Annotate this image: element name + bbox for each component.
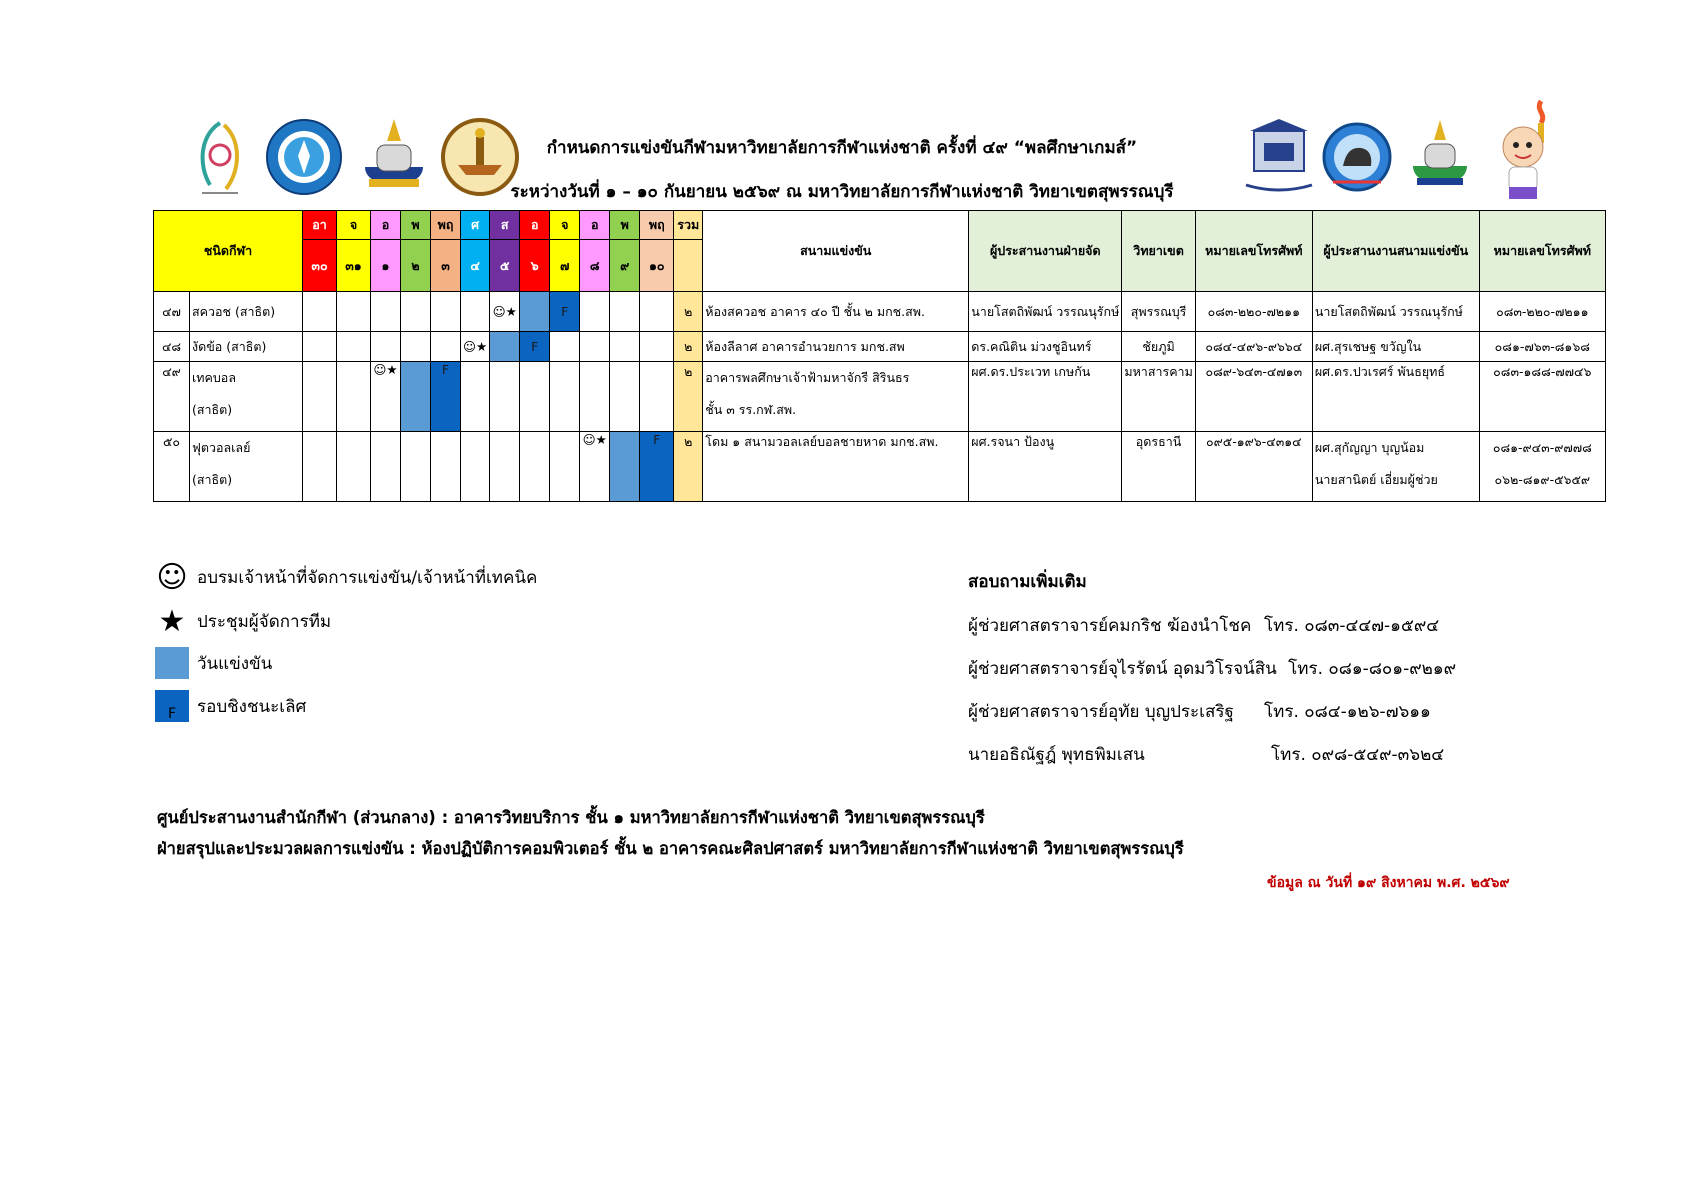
empty-day-cell bbox=[371, 292, 401, 332]
venue-coordinator-phone bbox=[1479, 432, 1605, 502]
empty-day-cell bbox=[401, 332, 431, 362]
venue-coordinator-name bbox=[1312, 362, 1479, 432]
table-row bbox=[154, 362, 1606, 432]
legend-label: วันแข่งขัน bbox=[197, 653, 273, 674]
phone-header-2: หมายเลขโทรศัพท์ bbox=[1479, 211, 1605, 292]
venue-name-line: โดม ๑ สนามวอลเลย์บอลชายหาด มกช.สพ. bbox=[705, 434, 939, 449]
day-date-3: ๑ bbox=[371, 240, 401, 292]
day-date-9: ๗ bbox=[550, 240, 580, 292]
venue-name-line: ห้องสควอช อาคาร ๔๐ ปี ชั้น ๒ มกช.สพ. bbox=[705, 303, 925, 319]
venue-coordinator-name-line: ผศ.สุรเชษฐ ขวัญใน bbox=[1314, 338, 1422, 354]
contact-phone: โทร. ๐๘๓-๔๔๗-๑๕๙๔ bbox=[1264, 616, 1440, 636]
day-name-6: ศ bbox=[461, 211, 490, 240]
sport-name-line: เทคบอล bbox=[192, 370, 236, 385]
total-days: ๒ bbox=[674, 432, 703, 502]
table-row bbox=[154, 292, 1606, 332]
day-date-11: ๙ bbox=[610, 240, 640, 292]
sport-name bbox=[190, 362, 303, 432]
competition-day-cell bbox=[401, 362, 431, 432]
contact-phone: โทร. ๐๘๑-๘๐๑-๙๒๑๙ bbox=[1288, 659, 1457, 679]
contact-phone: โทร. ๐๙๘-๕๔๙-๓๖๒๔ bbox=[1271, 745, 1445, 765]
empty-day-cell bbox=[640, 362, 674, 432]
empty-day-cell bbox=[461, 362, 490, 432]
final-day-cell: F bbox=[431, 362, 461, 432]
organizer-phone: ๐๘๙-๖๔๓-๔๗๑๓ bbox=[1195, 362, 1312, 432]
venue-coordinator-phone bbox=[1479, 362, 1605, 432]
competition-day-cell bbox=[610, 432, 640, 502]
competition-swatch bbox=[155, 647, 189, 679]
contact-phone: โทร. ๐๘๔-๑๒๖-๗๖๑๑ bbox=[1264, 702, 1431, 722]
venue-name bbox=[703, 332, 969, 362]
empty-day-cell bbox=[461, 292, 490, 332]
legend-item-final bbox=[155, 690, 306, 722]
empty-day-cell bbox=[580, 362, 610, 432]
empty-day-cell bbox=[520, 362, 550, 432]
day-date-2: ๓๑ bbox=[337, 240, 371, 292]
contact-name: ผู้ช่วยศาสตราจารย์จุไรรัตน์ อุดมวิโรจน์สิน bbox=[968, 659, 1277, 679]
empty-day-cell bbox=[431, 332, 461, 362]
day-name-8: อ bbox=[520, 211, 550, 240]
training-meeting-cell: ☺★ bbox=[490, 292, 520, 332]
organizer-phone: ๐๙๕-๑๙๖-๔๓๑๔ bbox=[1195, 432, 1312, 502]
data-as-of-text: ข้อมูล ณ วันที่ ๑๙ สิงหาคม พ.ศ. ๒๕๖๙ bbox=[1267, 875, 1510, 891]
smiley-icon: ☺ bbox=[156, 559, 188, 595]
organizer-header: ผู้ประสานงานฝ่ายจัด bbox=[969, 211, 1122, 292]
empty-day-cell bbox=[337, 362, 371, 432]
venue-coordinator-phone-line: ๐๘๓-๒๒๐-๗๒๑๑ bbox=[1496, 303, 1589, 319]
star-icon: ★ bbox=[158, 603, 186, 639]
campus-name: สุพรรณบุรี bbox=[1122, 292, 1195, 332]
day-date-6: ๔ bbox=[461, 240, 490, 292]
row-number: ๔๗ bbox=[154, 292, 190, 332]
empty-day-cell bbox=[610, 332, 640, 362]
empty-day-cell bbox=[401, 432, 431, 502]
total-days: ๒ bbox=[674, 292, 703, 332]
total-days: ๒ bbox=[674, 332, 703, 362]
day-date-7: ๕ bbox=[490, 240, 520, 292]
empty-day-cell bbox=[303, 362, 337, 432]
venue-name bbox=[703, 292, 969, 332]
row-number: ๔๘ bbox=[154, 332, 190, 362]
row-number: ๔๙ bbox=[154, 362, 190, 432]
total-header: รวม bbox=[674, 211, 703, 240]
phone-header: หมายเลขโทรศัพท์ bbox=[1195, 211, 1312, 292]
sport-name-line: งัดข้อ (สาธิต) bbox=[192, 338, 267, 354]
venue-coordinator-name-line: นายสานิตย์ เอี่ยมผู้ช่วย bbox=[1314, 472, 1438, 487]
venue-name-line: อาคารพลศึกษาเจ้าฟ้ามหาจักรี สิรินธร bbox=[705, 370, 910, 385]
sport-name bbox=[190, 432, 303, 502]
sport-name-line: สควอช (สาธิต) bbox=[192, 303, 276, 319]
empty-day-cell bbox=[303, 432, 337, 502]
empty-day-cell bbox=[490, 432, 520, 502]
day-date-8: ๖ bbox=[520, 240, 550, 292]
venue-name bbox=[703, 432, 969, 502]
total-header-blank bbox=[674, 240, 703, 292]
empty-day-cell bbox=[303, 332, 337, 362]
final-day-cell: F bbox=[640, 432, 674, 502]
empty-day-cell bbox=[640, 292, 674, 332]
contact-name: นายอธิณัฐฎ์ พุทธพิมเสน bbox=[968, 745, 1145, 765]
venue-coordinator-phone bbox=[1479, 332, 1605, 362]
organizer-name: ดร.คณิติน ม่วงชูอินทร์ bbox=[969, 332, 1122, 362]
day-name-3: อ bbox=[371, 211, 401, 240]
empty-day-cell bbox=[580, 332, 610, 362]
venue-header: สนามแข่งขัน bbox=[703, 211, 969, 292]
venue-coordinator-phone-line: ๐๘๓-๑๘๘-๗๗๔๖ bbox=[1493, 364, 1592, 379]
empty-day-cell bbox=[371, 332, 401, 362]
campus-header: วิทยาเขต bbox=[1122, 211, 1195, 292]
sport-header: ชนิดกีฬา bbox=[154, 211, 303, 292]
training-meeting-cell: ☺★ bbox=[580, 432, 610, 502]
contact-name: ผู้ช่วยศาสตราจารย์คมกริช ฆ้องนำโชค bbox=[968, 616, 1252, 636]
day-name-7: ส bbox=[490, 211, 520, 240]
sport-name bbox=[190, 332, 303, 362]
final-swatch: F bbox=[155, 690, 189, 722]
day-name-1: อา bbox=[303, 211, 337, 240]
venue-coordinator-name bbox=[1312, 332, 1479, 362]
venue-coordinator-phone-line: ๐๖๒-๘๑๙-๕๖๕๙ bbox=[1494, 472, 1591, 487]
day-name-9: จ bbox=[550, 211, 580, 240]
day-date-5: ๓ bbox=[431, 240, 461, 292]
sport-name-line: (สาธิต) bbox=[192, 472, 233, 487]
training-meeting-cell: ☺★ bbox=[461, 332, 490, 362]
sport-name-line: ฟุตวอลเลย์ bbox=[192, 440, 251, 455]
sport-name bbox=[190, 292, 303, 332]
empty-day-cell bbox=[490, 362, 520, 432]
day-date-1: ๓๐ bbox=[303, 240, 337, 292]
contact-row bbox=[968, 655, 1456, 682]
venue-coordinator-name-line: ผศ.สุกัญญา บุญน้อม bbox=[1314, 440, 1425, 455]
venue-coordinator-header: ผู้ประสานงานสนามแข่งขัน bbox=[1312, 211, 1479, 292]
empty-day-cell bbox=[550, 432, 580, 502]
day-name-10: อ bbox=[580, 211, 610, 240]
table-row bbox=[154, 332, 1606, 362]
venue-coordinator-phone-line: ๐๘๑-๙๔๓-๙๗๗๘ bbox=[1492, 440, 1592, 455]
final-day-cell: F bbox=[550, 292, 580, 332]
day-name-4: พ bbox=[401, 211, 431, 240]
header-row-days bbox=[154, 211, 1606, 240]
page-subtitle: ระหว่างวันที่ ๑ – ๑๐ กันยายน ๒๕๖๙ ณ มหาวิทยาลัยการกีฬาแห่งชาติ วิทยาเขตสุพรรณบุรี bbox=[510, 182, 1174, 202]
day-date-10: ๘ bbox=[580, 240, 610, 292]
training-meeting-cell: ☺★ bbox=[371, 362, 401, 432]
results-processing-text: ฝ่ายสรุปและประมวลผลการแข่งขัน : ห้องปฏิบัติการคอมพิวเตอร์ ชั้น ๒ อาคารคณะศิลปศาสตร์ มหาวิทยาลัยการกีฬาแห่งชาติ วิทยาเขตสุพรรณบุรี bbox=[157, 839, 1184, 858]
empty-day-cell bbox=[401, 292, 431, 332]
sport-name-line: (สาธิต) bbox=[192, 402, 233, 417]
campus-name: อุดรธานี bbox=[1122, 432, 1195, 502]
contact-row bbox=[968, 698, 1431, 725]
empty-day-cell bbox=[610, 292, 640, 332]
empty-day-cell bbox=[550, 362, 580, 432]
empty-day-cell bbox=[431, 292, 461, 332]
total-days: ๒ bbox=[674, 362, 703, 432]
empty-day-cell bbox=[461, 432, 490, 502]
venue-coordinator-name-line: นายโสตถิพัฒน์ วรรณนุรักษ์ bbox=[1314, 303, 1463, 319]
empty-day-cell bbox=[431, 432, 461, 502]
venue-coordinator-phone bbox=[1479, 292, 1605, 332]
day-name-5: พฤ bbox=[431, 211, 461, 240]
contact-name: ผู้ช่วยศาสตราจารย์อุทัย บุญประเสริฐ bbox=[968, 702, 1234, 722]
campus-name: มหาสารคาม bbox=[1122, 362, 1195, 432]
schedule-table bbox=[153, 210, 1606, 502]
row-number: ๕๐ bbox=[154, 432, 190, 502]
day-name-12: พฤ bbox=[640, 211, 674, 240]
coordination-center-text: ศูนย์ประสานงานสำนักกีฬา (ส่วนกลาง) : อาคารวิทยบริการ ชั้น ๑ มหาวิทยาลัยการกีฬาแห่งชาติ วิทยาเขตสุพรรณบุรี bbox=[157, 808, 985, 827]
empty-day-cell bbox=[337, 432, 371, 502]
empty-day-cell bbox=[640, 332, 674, 362]
contacts-title: สอบถามเพิ่มเติม bbox=[968, 572, 1087, 592]
venue-name-line: ห้องลีลาศ อาคารอำนวยการ มกช.สพ bbox=[705, 338, 905, 354]
empty-day-cell bbox=[303, 292, 337, 332]
empty-day-cell bbox=[337, 332, 371, 362]
day-name-11: พ bbox=[610, 211, 640, 240]
organizer-phone: ๐๘๓-๒๒๐-๗๒๑๑ bbox=[1195, 292, 1312, 332]
empty-day-cell bbox=[580, 292, 610, 332]
empty-day-cell bbox=[610, 362, 640, 432]
organizer-name: นายโสตถิพัฒน์ วรรณนุรักษ์ bbox=[969, 292, 1122, 332]
empty-day-cell bbox=[550, 332, 580, 362]
empty-day-cell bbox=[371, 432, 401, 502]
legend-label: อบรมเจ้าหน้าที่จัดการแข่งขัน/เจ้าหน้าที่เทคนิค bbox=[197, 567, 538, 588]
venue-coordinator-name bbox=[1312, 292, 1479, 332]
legend-label: ประชุมผู้จัดการทีม bbox=[197, 611, 332, 632]
empty-day-cell bbox=[337, 292, 371, 332]
organizer-name: ผศ.รจนา ป้องนู bbox=[969, 432, 1122, 502]
venue-name-line: ชั้น ๓ รร.กฬ.สพ. bbox=[705, 402, 797, 417]
table-row bbox=[154, 432, 1606, 502]
day-date-12: ๑๐ bbox=[640, 240, 674, 292]
venue-name bbox=[703, 362, 969, 432]
contact-row bbox=[968, 741, 1445, 768]
day-name-2: จ bbox=[337, 211, 371, 240]
organizer-phone: ๐๘๔-๔๙๖-๙๖๖๔ bbox=[1195, 332, 1312, 362]
competition-day-cell bbox=[520, 292, 550, 332]
venue-coordinator-name-line: ผศ.ดร.ปวเรศร์ พันธยุทธ์ bbox=[1314, 364, 1446, 379]
competition-day-cell bbox=[490, 332, 520, 362]
empty-day-cell bbox=[520, 432, 550, 502]
venue-coordinator-phone-line: ๐๘๑-๗๖๓-๘๑๖๘ bbox=[1494, 338, 1590, 354]
contact-row bbox=[968, 612, 1440, 639]
legend-label: รอบชิงชนะเลิศ bbox=[197, 696, 307, 717]
legend-item-competition bbox=[155, 647, 272, 679]
final-day-cell: F bbox=[520, 332, 550, 362]
day-date-4: ๒ bbox=[401, 240, 431, 292]
page-title: กำหนดการแข่งขันกีฬามหาวิทยาลัยการกีฬาแห่งชาติ ครั้งที่ ๔๙ “พลศึกษาเกมส์” bbox=[546, 138, 1138, 158]
campus-name: ชัยภูมิ bbox=[1122, 332, 1195, 362]
organizer-name: ผศ.ดร.ประเวท เกษกัน bbox=[969, 362, 1122, 432]
venue-coordinator-name bbox=[1312, 432, 1479, 502]
legend-item-meeting bbox=[155, 604, 331, 638]
legend-item-training bbox=[155, 560, 537, 594]
